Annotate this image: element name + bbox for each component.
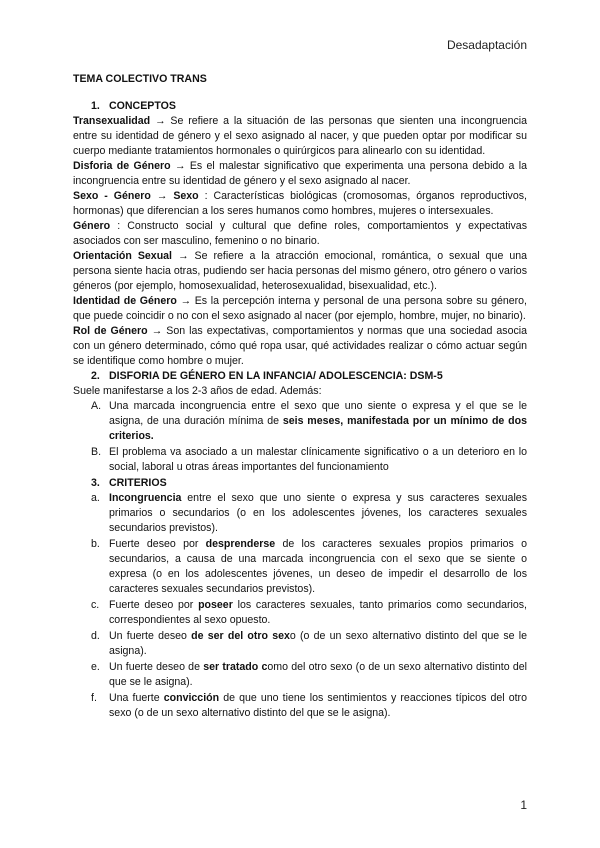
item-text: omo del otro sexo (o de un sexo alternativo distinto del que se le asigna). [109, 661, 527, 688]
definition-orientacion-sexual: Orientación Sexual → Se refiere a la atracción emocional, romántica, o sexual que una persona siente hacia otras, pudiendo ser hacia personas del mismo género, otro género o varios géneros (por ejemplo, homosexualidad, heterosexualidad, bisexualidad, etc.). [73, 250, 527, 292]
list-marker: b. [91, 538, 100, 550]
definition-disforia: Disforia de Género → Es el malestar significativo que experimenta una persona debido a la incongruencia entre su identidad de género y el sexo asignado al nacer. [73, 160, 528, 187]
list-item [73, 537, 527, 597]
list-item [73, 445, 527, 475]
item-text: de los caracteres sexuales propios primarios o secundarios, a causa de una marcada incongruencia con el sexo que se siente o expresa (o en los adolescentes jóvenes, un deseo de impedir el desarrollo de los caracteres sexuales secundarios previstos). [109, 538, 527, 595]
list-item [73, 660, 527, 690]
item-text: entre el sexo que uno siente o expresa y sus caracteres sexuales primarios o secundarios (o en los adolescentes jóvenes, los caracteres sexuales secundarios previstos). [109, 492, 527, 534]
document-title: TEMA COLECTIVO TRANS [73, 73, 207, 85]
list-item [73, 629, 527, 659]
list-marker: A. [91, 400, 102, 412]
item-text: Una fuerte [109, 692, 164, 704]
list-marker: a. [91, 492, 100, 504]
list-marker: d. [91, 630, 100, 642]
item-text: Un fuerte deseo [109, 630, 192, 642]
list-item [73, 598, 527, 628]
dsm5-list [73, 399, 527, 475]
list-item [73, 691, 527, 721]
definition-genero: Género : Constructo social y cultural que define roles, comportamientos y expectativas asociados con ser masculino, femenino o no binario. [73, 220, 527, 247]
item-text: El problema va asociado a un malestar clínicamente significativo o a un deterioro en lo social, laboral u otras áreas importantes del funcionamiento [109, 446, 527, 473]
list-marker: f. [91, 692, 97, 704]
emphasis-text: ser tratado c [203, 661, 268, 673]
running-header: Desadaptación [446, 38, 527, 52]
list-item [73, 491, 527, 536]
definition-rol-genero: Rol de Género → Son las expectativas, comportamientos y normas que una sociedad asocia con un género determinado, cómo qué ropa usar, qué actividades realizar o cómo actuar según se identifique como hombre o mujer. [73, 325, 528, 367]
list-marker: c. [91, 599, 100, 611]
document-body [73, 72, 527, 722]
list-item [73, 399, 527, 444]
criteria-list [73, 491, 527, 721]
section-heading-criterios: 3. CRITERIOS [91, 477, 167, 489]
item-text: de que uno tiene los sentimientos y reacciones típicos del otro sexo (o de un sexo alternativo distinto del que se le asigna). [109, 692, 527, 719]
definition-transexualidad: Transexualidad → Se refiere a la situación de las personas que sienten una incongruencia entre su identidad de género y el sexo asignado al nacer, y que pueden optar por modificar su cuerpo mediante tratamientos hormonales o quirúrgicos para alinearlo con su identidad. [73, 115, 527, 157]
item-text: o (o de un sexo alternativo distinto del que se le asigna). [109, 630, 527, 657]
list-marker: B. [91, 446, 102, 458]
definition-sexo-genero: Sexo - Género → Sexo : Características biológicas (cromosomas, órganos reproductivos, hormonas) que diferencian a los seres humanos como hombres, mujeres o intersexuales. [73, 190, 527, 217]
emphasis-text: poseer [198, 599, 233, 611]
section-heading-disforia-dsm5: 2. DISFORIA DE GÉNERO EN LA INFANCIA/ ADOLESCENCIA: DSM-5 [91, 370, 443, 382]
item-text: Una marcada incongruencia entre el sexo que uno siente o expresa y el que se le asigna, de una duración mínima de [109, 400, 527, 427]
item-text: Fuerte deseo por [109, 599, 199, 611]
item-text: los caracteres sexuales, tanto primarios como secundarios, correspondientes al sexo opuesto. [109, 599, 527, 626]
page-number: 1 [520, 798, 527, 812]
section-heading-conceptos: 1. CONCEPTOS [91, 100, 176, 112]
definitions-list [73, 114, 527, 369]
emphasis-text: desprenderse [205, 538, 276, 550]
emphasis-text: convicción [163, 692, 220, 704]
item-text: Un fuerte deseo de [109, 661, 204, 673]
emphasis-text: de ser del otro sex [191, 630, 290, 642]
section-intro: Suele manifestarse a los 2-3 años de edad. Además: [73, 385, 322, 397]
emphasis-text: seis meses, manifestada por un mínimo de dos criterios. [109, 415, 527, 442]
item-text: Fuerte deseo por [109, 538, 206, 550]
definition-identidad-genero: Identidad de Género → Es la percepción interna y personal de una persona sobre su género, que puede coincidir o no con el sexo asignado al nacer (por ejemplo, hombre, mujer, no binario). [73, 295, 528, 322]
emphasis-text: Incongruencia [109, 492, 182, 504]
list-marker: e. [91, 661, 100, 673]
